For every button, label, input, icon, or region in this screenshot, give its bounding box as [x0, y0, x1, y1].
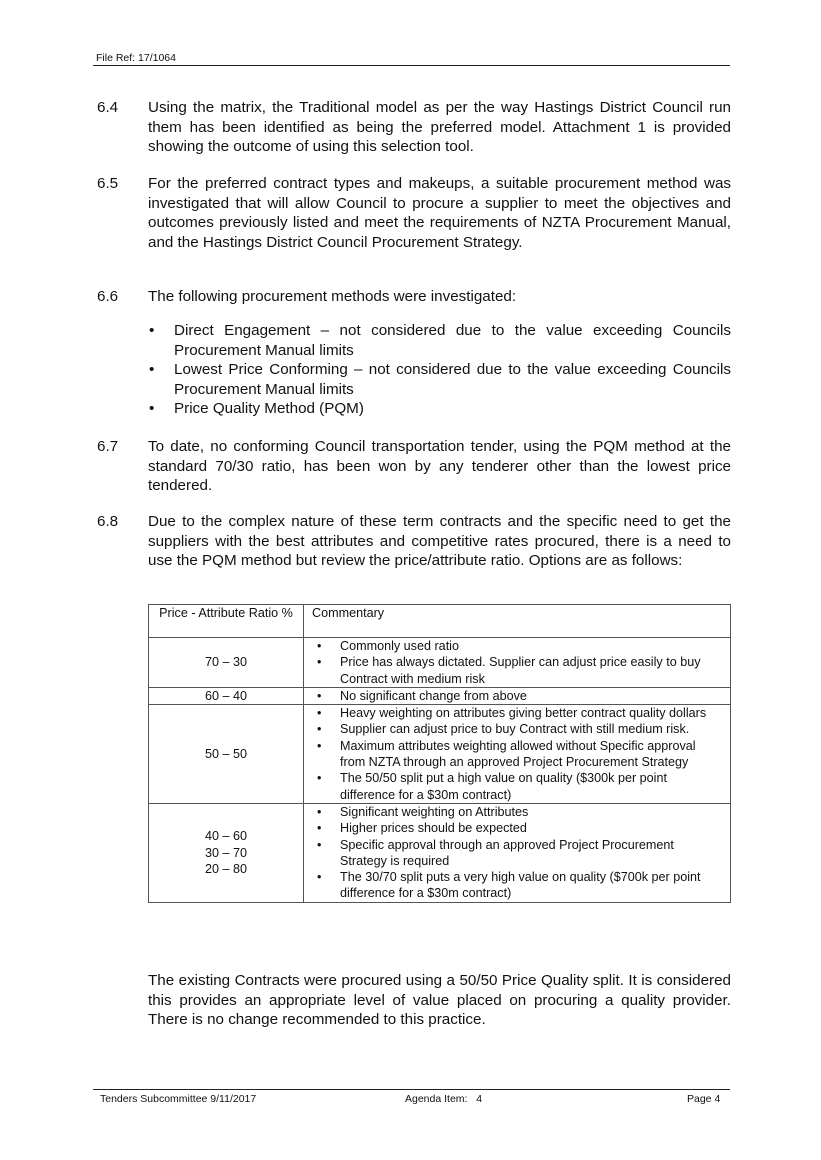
- section-text: Using the matrix, the Traditional model as per the way Hastings District Council run them has been identified as being the preferred model. Attachment 1 is provided showing the outcome of using this selection tool.: [148, 99, 731, 156]
- table-row: [149, 705, 731, 804]
- bullet-icon: •: [317, 639, 322, 653]
- section-text: For the preferred contract types and makeups, a suitable procurement method was investigated that will allow Council to procure a supplier to meet the objectives and outcomes previously listed and meet the requirements of NZTA Procurement Manual, and the Hastings District Council Procurement Strategy.: [148, 175, 731, 251]
- bullet-icon: •: [317, 706, 322, 721]
- commentary-cell: [304, 803, 731, 902]
- list-item: • Supplier can adjust price to buy Contract with still medium risk.: [317, 722, 690, 737]
- section-6-8: [97, 512, 731, 571]
- commentary-cell: [304, 638, 731, 688]
- list-item: • Higher prices should be expected: [317, 821, 527, 836]
- list-item: • Significant weighting on Attributes: [317, 804, 529, 819]
- commentary-cell: [304, 687, 731, 704]
- ratio-cell: 70 – 30: [149, 638, 304, 688]
- header-ratio: Price - Attribute Ratio %: [149, 605, 304, 638]
- table-row: [149, 803, 731, 902]
- section-text: To date, no conforming Council transportation tender, using the PQM method at the standard 70/30 ratio, has been won by any tenderer other than the lowest price tendered.: [148, 438, 731, 495]
- bullet-icon: •: [317, 738, 322, 753]
- conclusion-paragraph: [97, 971, 731, 1030]
- bullet-icon: •: [317, 655, 322, 670]
- bullet-icon: •: [317, 804, 322, 819]
- bullet-icon: •: [149, 322, 155, 339]
- list-item: • No significant change from above: [317, 688, 527, 703]
- section-number: 6.4: [97, 99, 119, 116]
- footer-agenda-item: Agenda Item: 4: [405, 1093, 483, 1105]
- list-item: • Commonly used ratio: [317, 639, 459, 653]
- section-6-7: [97, 437, 731, 496]
- bullet-icon: •: [317, 688, 322, 703]
- footer-divider: [93, 1089, 730, 1090]
- ratio-value: 30 – 70: [204, 845, 248, 860]
- ratio-cell: 60 – 40: [149, 687, 304, 704]
- section-6-4: [97, 98, 731, 157]
- bullet-icon: •: [317, 821, 322, 836]
- bullet-icon: •: [317, 837, 322, 852]
- header-divider: [93, 65, 730, 66]
- list-item: • Specific approval through an approved Project Procurement Strategy is required: [317, 837, 674, 868]
- section-6-6: [97, 287, 731, 307]
- list-item: • Price has always dictated. Supplier can adjust price easily to buy Contract with medium risk: [317, 655, 701, 686]
- table-row: [149, 638, 731, 688]
- section-number: 6.8: [97, 513, 119, 530]
- footer-page-number: Page 4: [687, 1093, 721, 1105]
- price-attribute-table: [148, 604, 731, 903]
- commentary-cell: [304, 705, 731, 804]
- list-item: • Heavy weighting on attributes giving better contract quality dollars: [317, 706, 707, 721]
- section-number: 6.6: [97, 288, 119, 305]
- bullet-icon: •: [149, 400, 155, 418]
- footer-meeting: Tenders Subcommittee 9/11/2017: [100, 1093, 257, 1105]
- table-header-row: [149, 605, 731, 638]
- bullet-icon: •: [317, 870, 322, 885]
- bullet-icon: •: [317, 771, 322, 786]
- bullet-icon: •: [149, 361, 155, 379]
- list-item: • Price Quality Method (PQM): [149, 400, 364, 418]
- section-6-5: [97, 174, 731, 252]
- section-number: 6.7: [97, 438, 119, 455]
- header-commentary: Commentary: [304, 605, 731, 638]
- procurement-methods-list: [147, 321, 731, 419]
- section-text: The following procurement methods were investigated:: [148, 288, 517, 305]
- list-item: • Maximum attributes weighting allowed without Specific approval from NZTA through an approved Project Procurement Strategy: [317, 738, 696, 770]
- ratio-value: 40 – 60: [204, 829, 248, 844]
- file-reference: File Ref: 17/1064: [96, 52, 176, 64]
- list-item: • Direct Engagement – not considered due to the value exceeding Councils Procurement Manual limits: [149, 322, 731, 359]
- ratio-cell: [149, 803, 304, 902]
- list-item: • Lowest Price Conforming – not considered due to the value exceeding Councils Procurement Manual limits: [149, 361, 731, 398]
- ratio-value: 20 – 80: [204, 862, 248, 876]
- bullet-icon: •: [317, 722, 322, 737]
- list-item: • The 50/50 split put a high value on quality ($300k per point difference for a $30m contract): [317, 771, 667, 802]
- section-text: Due to the complex nature of these term contracts and the specific need to get the suppliers with the best attributes and competitive rates procured, there is a need to use the PQM method but review the price/attribute ratio. Options are as follows:: [148, 513, 731, 570]
- list-item: • The 30/70 split puts a very high value on quality ($700k per point difference for a $30m contract): [317, 870, 701, 901]
- ratio-cell: 50 – 50: [149, 705, 304, 804]
- section-number: 6.5: [97, 175, 119, 192]
- conclusion-text: The existing Contracts were procured using a 50/50 Price Quality split. It is considered this provides an appropriate level of value placed on procuring a quality provider. There is no change recommended to this practice.: [148, 972, 731, 1029]
- table-row: [149, 687, 731, 704]
